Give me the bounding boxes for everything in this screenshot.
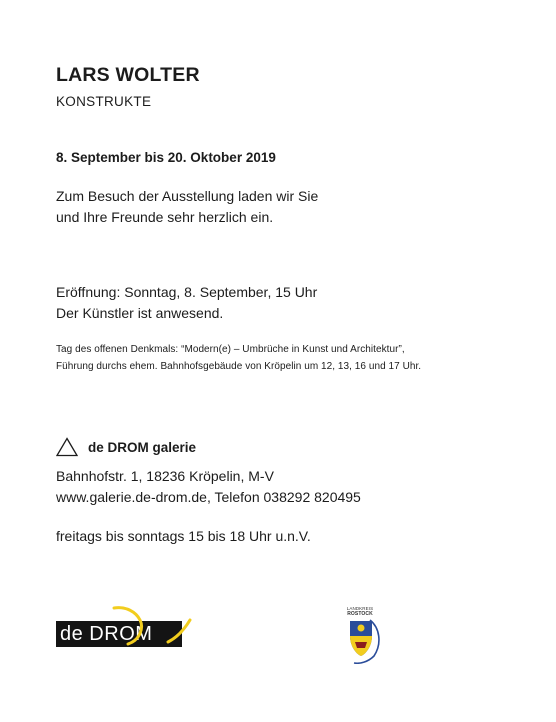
crest-shield-icon bbox=[340, 618, 386, 664]
opening-line-1: Eröffnung: Sonntag, 8. September, 15 Uhr bbox=[56, 284, 318, 300]
gallery-web-phone[interactable]: www.galerie.de-drom.de, Telefon 038292 820495 bbox=[56, 489, 361, 505]
monument-day-line-2: Führung durchs ehem. Bahnhofsgebäude von Kröpelin um 12, 13, 16 und 17 Uhr. bbox=[56, 361, 422, 372]
landkreis-rostock-crest bbox=[340, 604, 386, 664]
monument-day-note bbox=[56, 341, 421, 375]
opening-hours: freitags bis sonntags 15 bis 18 Uhr u.n.V. bbox=[56, 528, 311, 544]
invitation-line-2: und Ihre Freunde sehr herzlich ein. bbox=[56, 209, 274, 225]
de-drom-logo bbox=[56, 604, 196, 650]
artist-name: LARS WOLTER bbox=[56, 64, 200, 86]
drom-swoosh-icon bbox=[56, 604, 196, 650]
exhibition-dates: 8. September bis 20. Oktober 2019 bbox=[56, 150, 276, 165]
gallery-address: Bahnhofstr. 1, 18236 Kröpelin, M-V bbox=[56, 468, 274, 484]
opening-info bbox=[56, 282, 317, 324]
gallery-heading bbox=[56, 434, 196, 460]
crest-label-top: LANDKREIS bbox=[346, 606, 374, 611]
exhibition-title: KONSTRUKTE bbox=[56, 94, 152, 109]
invitation-text bbox=[56, 186, 318, 228]
gallery-name: de DROM galerie bbox=[88, 439, 197, 455]
opening-line-2: Der Künstler ist anwesend. bbox=[56, 305, 224, 321]
triangle-icon bbox=[56, 437, 78, 457]
monument-day-line-1: Tag des offenen Denkmals: “Modern(e) – Umbrüche in Kunst und Architektur”, bbox=[56, 344, 405, 355]
gallery-contact bbox=[56, 466, 361, 508]
drom-logo-text: de DROM bbox=[60, 623, 153, 645]
crest-label-bottom: ROSTOCK bbox=[347, 611, 373, 617]
invitation-line-1: Zum Besuch der Ausstellung laden wir Sie bbox=[56, 188, 319, 204]
